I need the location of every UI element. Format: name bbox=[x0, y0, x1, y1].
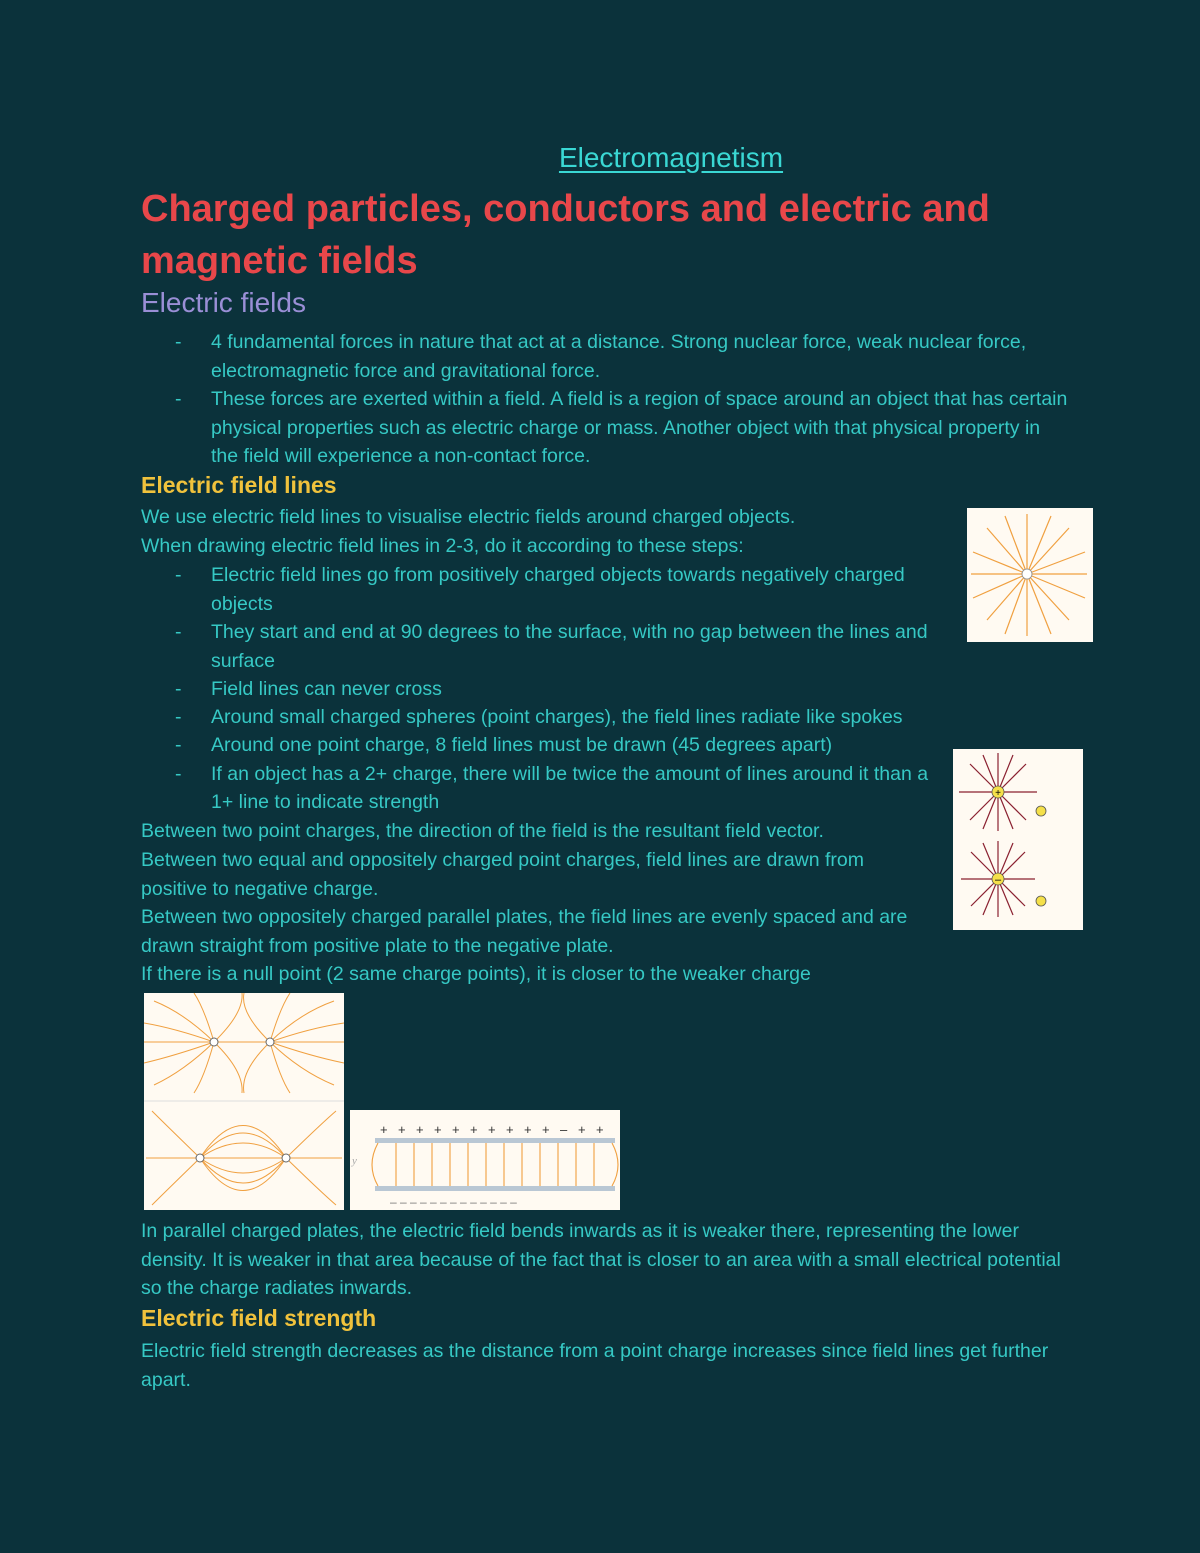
negative-plate bbox=[375, 1186, 615, 1191]
dash-bullet: - bbox=[175, 678, 182, 700]
list-item: - 4 fundamental forces in nature that act at a distance. Strong nuclear force, weak nuclear force, electromagnetic force and gravitational force. bbox=[141, 328, 1071, 385]
list-item: - They start and end at 90 degrees to the surface, with no gap between the lines and surface bbox=[141, 618, 931, 675]
svg-text:+: + bbox=[488, 1122, 496, 1137]
svg-text:+: + bbox=[452, 1122, 460, 1137]
field-lines-intro-1: We use electric field lines to visualise electric fields around charged objects. bbox=[141, 506, 796, 528]
dash-bullet: - bbox=[175, 564, 182, 586]
dipole-positive-icon bbox=[196, 1154, 204, 1162]
parallel-plates-diagram bbox=[350, 1110, 620, 1210]
svg-text:+: + bbox=[995, 788, 1001, 799]
field-lines-intro-2: When drawing electric field lines in 2-3, do it according to these steps: bbox=[141, 535, 744, 557]
svg-text:+: + bbox=[416, 1122, 424, 1137]
para-parallel-plates: Between two oppositely charged parallel plates, the field lines are evenly spaced and are drawn straight from positive plate to the negative plate. bbox=[141, 906, 908, 957]
test-charge-icon-2 bbox=[1036, 896, 1046, 906]
positive-plate bbox=[375, 1138, 615, 1143]
charge-icon bbox=[1022, 569, 1032, 579]
main-heading: Charged particles, conductors and electric and magnetic fields bbox=[141, 188, 990, 282]
svg-text:–: – bbox=[560, 1122, 568, 1137]
svg-text:+: + bbox=[506, 1122, 514, 1137]
svg-text:y: y bbox=[352, 1155, 357, 1167]
list-item: - Electric field lines go from positively charged objects towards negatively charged objects bbox=[141, 561, 931, 618]
radial-field-image bbox=[967, 508, 1093, 642]
svg-text:+: + bbox=[380, 1122, 388, 1137]
dash-bullet: - bbox=[175, 621, 182, 643]
para-parallel-bend: In parallel charged plates, the electric field bends inwards as it is weaker there, representing the lower density. It is weaker in that area because of the fact that is closer to an area with a small electrical potential so the charge radiates inwards. bbox=[141, 1220, 1061, 1299]
parallel-plates-image bbox=[350, 1110, 620, 1210]
para-opposite-charges: Between two equal and oppositely charged point charges, field lines are drawn from positive to negative charge. bbox=[141, 849, 865, 900]
like-charge-b-icon bbox=[266, 1038, 274, 1046]
plate-field-lines bbox=[372, 1143, 618, 1186]
svg-text:+: + bbox=[524, 1122, 532, 1137]
list-item: - Around small charged spheres (point charges), the field lines radiate like spokes bbox=[141, 703, 1021, 732]
svg-text:+: + bbox=[434, 1122, 442, 1137]
list-item: - Field lines can never cross bbox=[141, 675, 931, 704]
dash-bullet: - bbox=[175, 734, 182, 756]
bottom-plate-signs: – – – – – – – – – – – – – bbox=[390, 1195, 517, 1209]
svg-text:+: + bbox=[596, 1122, 604, 1137]
like-charges-field-lines bbox=[144, 993, 344, 1093]
svg-text:+: + bbox=[578, 1122, 586, 1137]
para-field-strength: Electric field strength decreases as the distance from a point charge increases since field lines get further apart. bbox=[141, 1340, 1049, 1391]
charge-pairs-diagram bbox=[144, 993, 344, 1210]
point-charges-diagram bbox=[953, 749, 1083, 930]
dash-bullet: - bbox=[175, 762, 182, 785]
charge-pairs-image bbox=[144, 993, 344, 1210]
svg-text:+: + bbox=[542, 1122, 550, 1137]
dipole-negative-icon bbox=[282, 1154, 290, 1162]
top-plate-signs bbox=[380, 1122, 604, 1137]
dipole-field-lines bbox=[146, 1111, 342, 1205]
para-two-point-charges: Between two point charges, the direction of the field is the resultant field vector. bbox=[141, 820, 824, 842]
list-item: - These forces are exerted within a field. A field is a region of space around an object that has certain physical properties such as electric charge or mass. Another object with that physical property in the field will experience a non-contact force. bbox=[141, 385, 1071, 471]
field-lines-bullets-a bbox=[141, 561, 931, 704]
document-title: Electromagnetism bbox=[558, 142, 784, 173]
field-lines-bullets-c bbox=[141, 731, 941, 817]
dash-bullet: - bbox=[175, 388, 182, 410]
para-null-point: If there is a null point (2 same charge points), it is closer to the weaker charge bbox=[141, 963, 811, 985]
field-lines-bullets-b bbox=[141, 703, 1021, 732]
list-item: - Around one point charge, 8 field lines must be drawn (45 degrees apart) bbox=[141, 731, 941, 760]
svg-text:–: – bbox=[994, 874, 1002, 886]
dash-bullet: - bbox=[175, 331, 182, 353]
svg-text:+: + bbox=[470, 1122, 478, 1137]
field-strength-heading: Electric field strength bbox=[141, 1305, 377, 1331]
radial-field-diagram bbox=[967, 508, 1093, 642]
point-charges-image bbox=[953, 749, 1083, 930]
field-lines-heading: Electric field lines bbox=[141, 472, 337, 498]
dash-bullet: - bbox=[175, 706, 182, 728]
svg-text:+: + bbox=[398, 1122, 406, 1137]
list-item: - If an object has a 2+ charge, there will be twice the amount of lines around it than a 1+ line to indicate strength bbox=[141, 760, 941, 817]
like-charge-a-icon bbox=[210, 1038, 218, 1046]
test-charge-icon bbox=[1036, 806, 1046, 816]
electric-fields-heading: Electric fields bbox=[141, 287, 306, 318]
electric-fields-bullets bbox=[141, 328, 1071, 471]
